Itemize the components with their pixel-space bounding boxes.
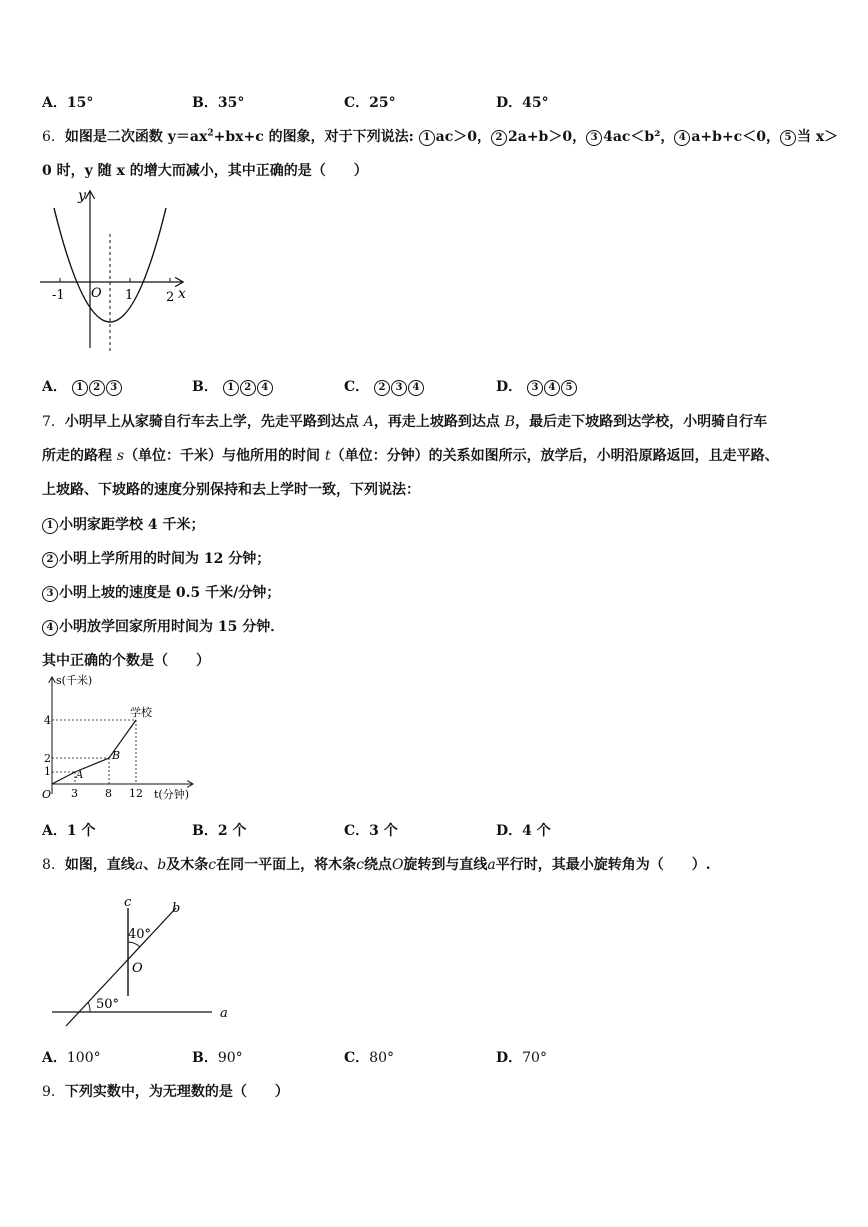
q9-stem: 9．下列实数中，为无理数的是（ ） <box>42 1084 289 1100</box>
q8-option-b: B．90° <box>192 1050 243 1066</box>
q7-option-d: D．4 个 <box>496 823 551 839</box>
q7-option-b: B．2 个 <box>192 823 247 839</box>
q6-option-b: B． 1 2 4 <box>192 376 274 396</box>
q6-origin-label: O <box>91 286 102 301</box>
q7-point-b: B <box>112 749 121 762</box>
q8-angle-50: 50° <box>96 997 120 1012</box>
q6-tick-2: 2 <box>166 290 175 305</box>
q7-option-c: C．3 个 <box>344 823 398 839</box>
q7-xtick-12: 12 <box>129 787 143 800</box>
q7-ask: 其中正确的个数是（ ） <box>42 653 210 669</box>
q7-route-line <box>52 720 136 784</box>
q8-angle-40: 40° <box>128 927 152 942</box>
q5-option-a: A．15° <box>42 95 94 111</box>
q7-ytick-1: 1 <box>44 765 51 778</box>
q7-point-a: A <box>76 770 84 781</box>
q8-label-a: a <box>220 1006 228 1021</box>
q8-line-b <box>66 908 176 1026</box>
q6-x-label: x <box>178 286 186 302</box>
q5-option-d: D．45° <box>496 95 549 111</box>
q7-line-2: 所走的路程 s（单位：千米）与他所用的时间 t（单位：分钟）的关系如图所示，放学后，小明沿原路返回，且走平路、 <box>42 448 779 464</box>
q7-origin: O <box>42 788 52 801</box>
q7-y-label: s(千米) <box>56 674 93 687</box>
q6-line-2: 0 时，y 随 x 的增大而减小，其中正确的是（ ） <box>42 163 368 179</box>
q8-lines-figure <box>40 892 250 1032</box>
q7-statement-3: 3 小明上坡的速度是 0.5 千米/分钟； <box>42 582 280 602</box>
q6-option-d: D． 3 4 5 <box>496 376 578 396</box>
q8-angle-arc-top <box>128 942 140 947</box>
q7-statement-1: 1 小明家距学校 4 千米； <box>42 514 205 534</box>
q7-statement-4: 4 小明放学回家所用时间为 15 分钟． <box>42 616 284 636</box>
q7-x-label: t(分钟) <box>154 788 190 801</box>
q5-option-c: C．25° <box>344 95 396 111</box>
q8-angle-arc-bottom <box>88 1002 90 1012</box>
q7-ytick-4: 4 <box>44 714 51 727</box>
q6-y-label: y <box>78 188 86 204</box>
q8-stem: 8．如图，直线a、b及木条c在同一平面上，将木条c绕点O旋转到与直线a平行时，其最小旋转角为（ ）. <box>42 857 711 873</box>
q7-school-label: 学校 <box>130 706 152 719</box>
q8-option-a: A．100° <box>42 1050 101 1066</box>
q7-statement-2: 2 小明上学所用的时间为 12 分钟； <box>42 548 270 568</box>
q6-tick-1: 1 <box>125 288 134 303</box>
q7-option-a: A．1 个 <box>42 823 96 839</box>
q6-parabola-graph <box>36 186 196 356</box>
q8-label-o: O <box>132 961 143 976</box>
q8-label-c: c <box>124 895 132 910</box>
q6-option-c: C． 2 3 4 <box>344 376 425 396</box>
q7-xtick-8: 8 <box>105 787 112 800</box>
q7-line-1: 7．小明早上从家骑自行车去上学，先走平路到达点 A，再走上坡路到达点 B，最后走下坡路到达学校，小明骑自行车 <box>42 414 768 430</box>
q5-option-b: B．35° <box>192 95 245 111</box>
q6-line-1: 6．如图是二次函数 $y=ax^2+bx+c$ 的图象，对于下列说法: 1 ac＞0， 2 2a+b＞0， 3 4ac＜b²， 4 a+b+c＜0， 5 当 x＞ <box>42 128 839 145</box>
q7-line-3: 上坡路、下坡路的速度分别保持和去上学时一致，下列说法： <box>42 482 420 498</box>
q8-option-c: C．80° <box>344 1050 394 1066</box>
q7-distance-time-graph <box>36 672 206 807</box>
q7-xtick-3: 3 <box>71 787 78 800</box>
q6-option-a: A． 1 2 3 <box>42 376 123 396</box>
q8-label-b: b <box>172 901 181 916</box>
q7-ytick-2: 2 <box>44 752 51 765</box>
q6-tick-neg1: -1 <box>52 288 65 303</box>
q8-option-d: D．70° <box>496 1050 547 1066</box>
